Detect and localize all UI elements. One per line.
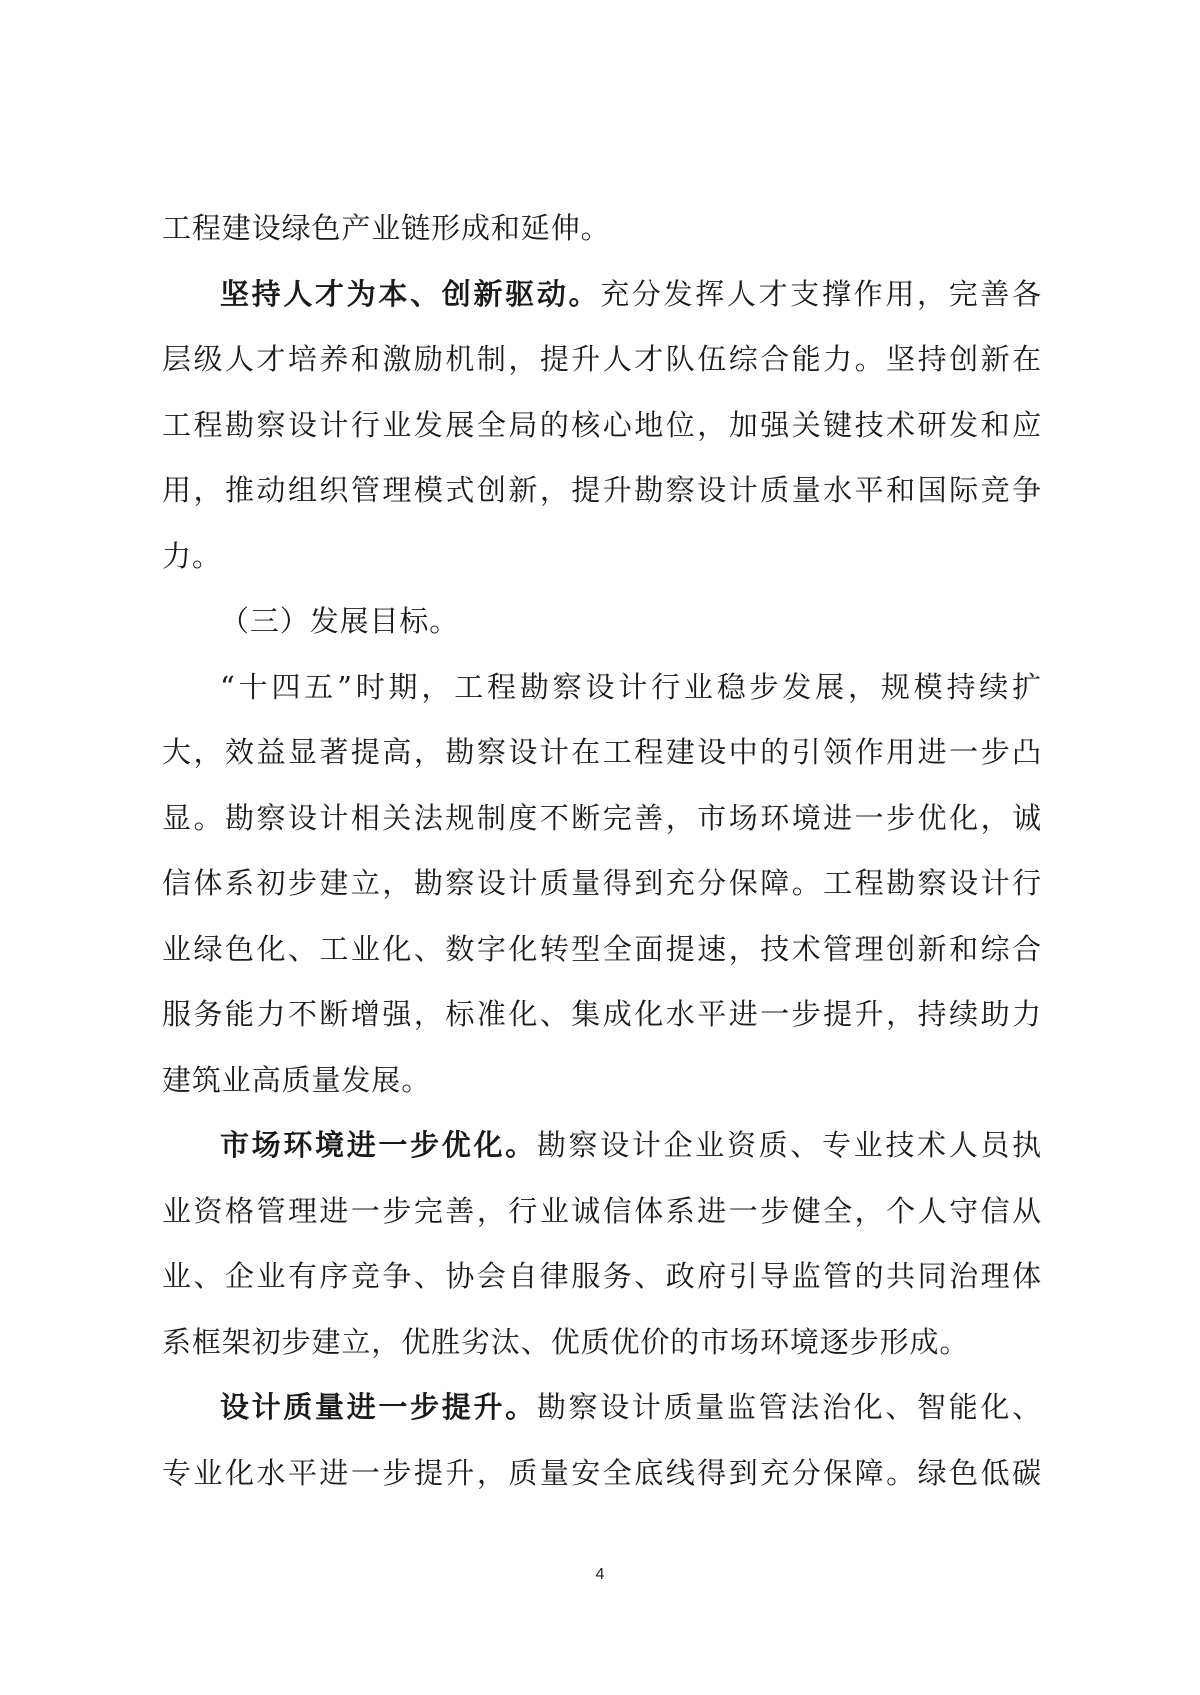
paragraph-heading: 坚持人才为本、创新驱动。 <box>220 276 601 311</box>
paragraph-heading: 市场环境进一步优化。 <box>220 1128 537 1162</box>
section-heading: （三）发展目标。 <box>220 604 460 638</box>
text-line: 大，效益显著提高，勘察设计在工程建设中的引领作用进一步凸 <box>162 735 1042 769</box>
document-body <box>162 196 1042 1506</box>
text-line: 用，推动组织管理模式创新，提升勘察设计质量水平和国际竞争 <box>162 473 1042 507</box>
page-number: 4 <box>595 1566 605 1583</box>
text-line: 建筑业高质量发展。 <box>162 1062 432 1097</box>
paragraph-market-environment <box>162 1113 1042 1179</box>
text-line: 业资格管理进一步完善，行业诚信体系进一步健全，个人守信从 <box>162 1193 1042 1228</box>
text-line: 系框架初步建立，优胜劣汰、优质优价的市场环境逐步形成。 <box>162 1324 970 1359</box>
text-line: 工程勘察设计行业发展全局的核心地位，加强关键技术研发和应 <box>162 407 1042 442</box>
paragraph-talent-innovation <box>162 262 1042 328</box>
text-line: 层级人才培养和激励机制，提升人才队伍综合能力。坚持创新在 <box>162 342 1042 376</box>
paragraph-text: 勘察设计企业资质、专业技术人员执 <box>536 1128 1042 1162</box>
paragraph-text: 充分发挥人才支撑作用，完善各 <box>600 276 1042 311</box>
paragraph-text: 勘察设计质量监管法治化、智能化、 <box>536 1390 1042 1424</box>
text-line: 服务能力不断增强，标准化、集成化水平进一步提升，持续助力 <box>162 997 1042 1031</box>
text-line: “十四五”时期，工程勘察设计行业稳步发展，规模持续扩 <box>220 669 1042 704</box>
paragraph-heading: 设计质量进一步提升。 <box>220 1390 537 1424</box>
text-line: 业绿色化、工业化、数字化转型全面提速，技术管理创新和综合 <box>162 931 1042 966</box>
text-line: 显。勘察设计相关法规制度不断完善，市场环境进一步优化，诚 <box>162 800 1042 835</box>
text-line: 业、企业有序竞争、协会自律服务、政府引导监管的共同治理体 <box>162 1259 1042 1293</box>
text-line: 信体系初步建立，勘察设计质量得到充分保障。工程勘察设计行 <box>162 866 1042 900</box>
text-line: 专业化水平进一步提升，质量安全底线得到充分保障。绿色低碳 <box>162 1455 1042 1490</box>
paragraph-design-quality <box>162 1375 1042 1441</box>
text-line: 力。 <box>162 538 222 573</box>
text-line: 工程建设绿色产业链形成和延伸。 <box>162 211 611 245</box>
